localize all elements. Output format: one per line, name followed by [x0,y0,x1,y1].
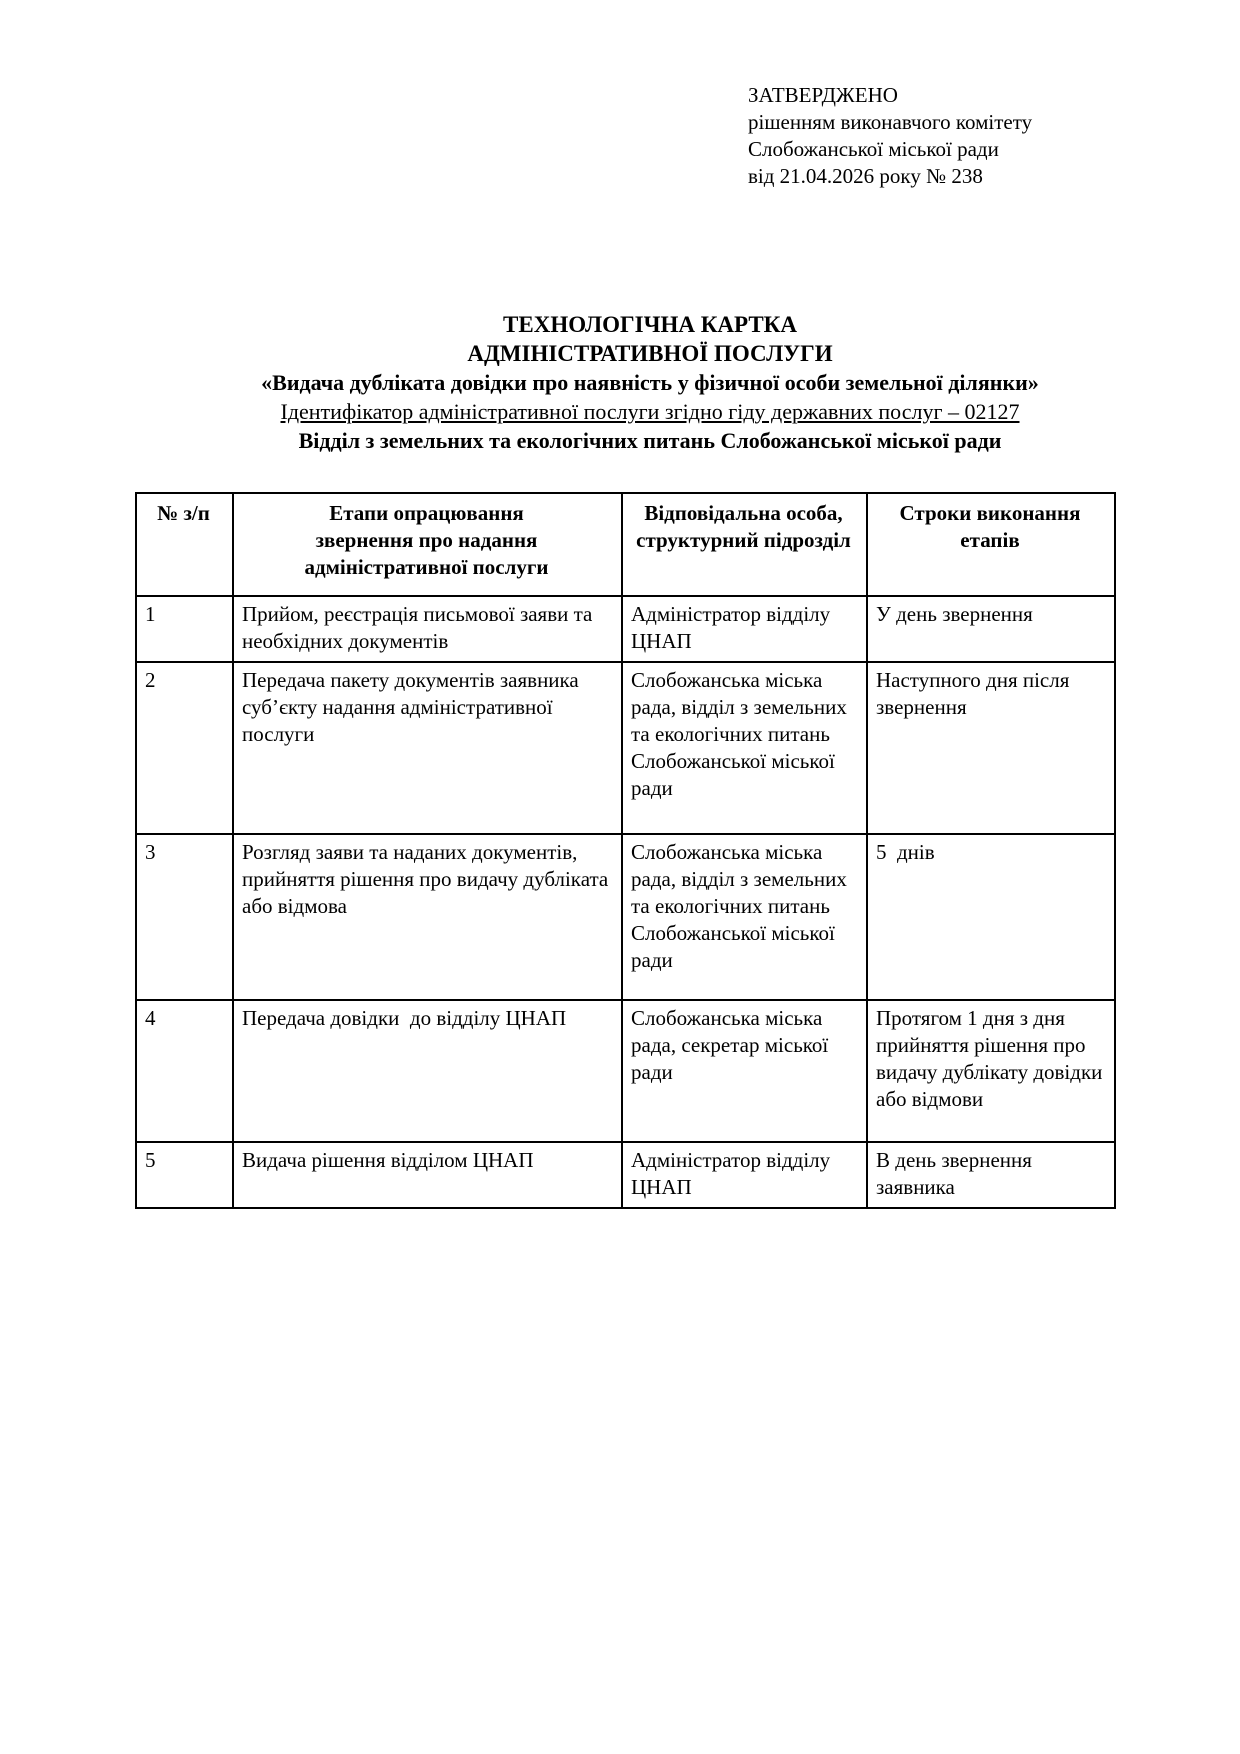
approval-date-number: від 21.04.2026 року № 238 [748,164,983,188]
table-row [136,662,1115,834]
row-number-cell: 1 [136,596,233,662]
department-name: Відділ з земельних та екологічних питань Слобожанської міської ради [298,428,1002,453]
row-number-cell: 2 [136,662,233,834]
stage-cell: Передача пакету документів заявника суб’єкту надання адміністративної послуги [233,662,622,834]
responsible-cell: Адміністратор відділу ЦНАП [622,596,867,662]
col-header-number [136,493,233,596]
term-cell: У день звернення [867,596,1115,662]
term-cell: 5 днів [867,834,1115,1000]
approval-status: ЗАТВЕРДЖЕНО [748,83,898,107]
row-number-cell: 5 [136,1142,233,1208]
responsible-cell: Слобожанська міська рада, відділ з земельних та екологічних питань Слобожанської міської ради [622,834,867,1000]
table-header-row [136,493,1115,596]
service-name: «Видача дубліката довідки про наявність у фізичної особи земельної ділянки» [261,370,1039,395]
service-identifier: Ідентифікатор адміністративної послуги згідно гіду державних послуг – 02127 [280,399,1020,424]
table-row [136,1000,1115,1142]
title-block [60,310,1240,455]
approval-block [748,82,1032,190]
term-cell: Наступного дня після звернення [867,662,1115,834]
col-header-terms [867,493,1115,596]
stage-cell: Передача довідки до відділу ЦНАП [233,1000,622,1142]
stage-cell: Прийом, реєстрація письмової заяви та необхідних документів [233,596,622,662]
document-title-line2: АДМІНІСТРАТИВНОЇ ПОСЛУГИ [467,341,833,366]
col-header-responsible [622,493,867,596]
approval-authority-line: рішенням виконавчого комітету [748,110,1033,134]
col-header-stages [233,493,622,596]
col-header-terms-label: Строки виконання етапів [899,501,1086,552]
table-row [136,834,1115,1000]
responsible-cell: Слобожанська міська рада, секретар міської ради [622,1000,867,1142]
row-number-cell: 4 [136,1000,233,1142]
row-number-cell: 3 [136,834,233,1000]
responsible-cell: Слобожанська міська рада, відділ з земельних та екологічних питань Слобожанської міської ради [622,662,867,834]
term-cell: В день звернення заявника [867,1142,1115,1208]
col-header-number-label: № з/п [157,501,210,525]
approval-council-line: Слобожанської міської ради [748,137,999,161]
document-title-line1: ТЕХНОЛОГІЧНА КАРТКА [503,312,797,337]
col-header-responsible-label: Відповідальна особа, структурний підрозділ [636,501,851,552]
term-cell: Протягом 1 дня з дня прийняття рішення про видачу дублікату довідки або відмови [867,1000,1115,1142]
col-header-stages-label: Етапи опрацювання звернення про надання адміністративної послуги [304,501,549,579]
table-row [136,596,1115,662]
table-row [136,1142,1115,1208]
stage-cell: Розгляд заяви та наданих документів, прийняття рішення про видачу дубліката або відмова [233,834,622,1000]
responsible-cell: Адміністратор відділу ЦНАП [622,1142,867,1208]
stage-cell: Видача рішення відділом ЦНАП [233,1142,622,1208]
service-table [135,492,1116,1209]
